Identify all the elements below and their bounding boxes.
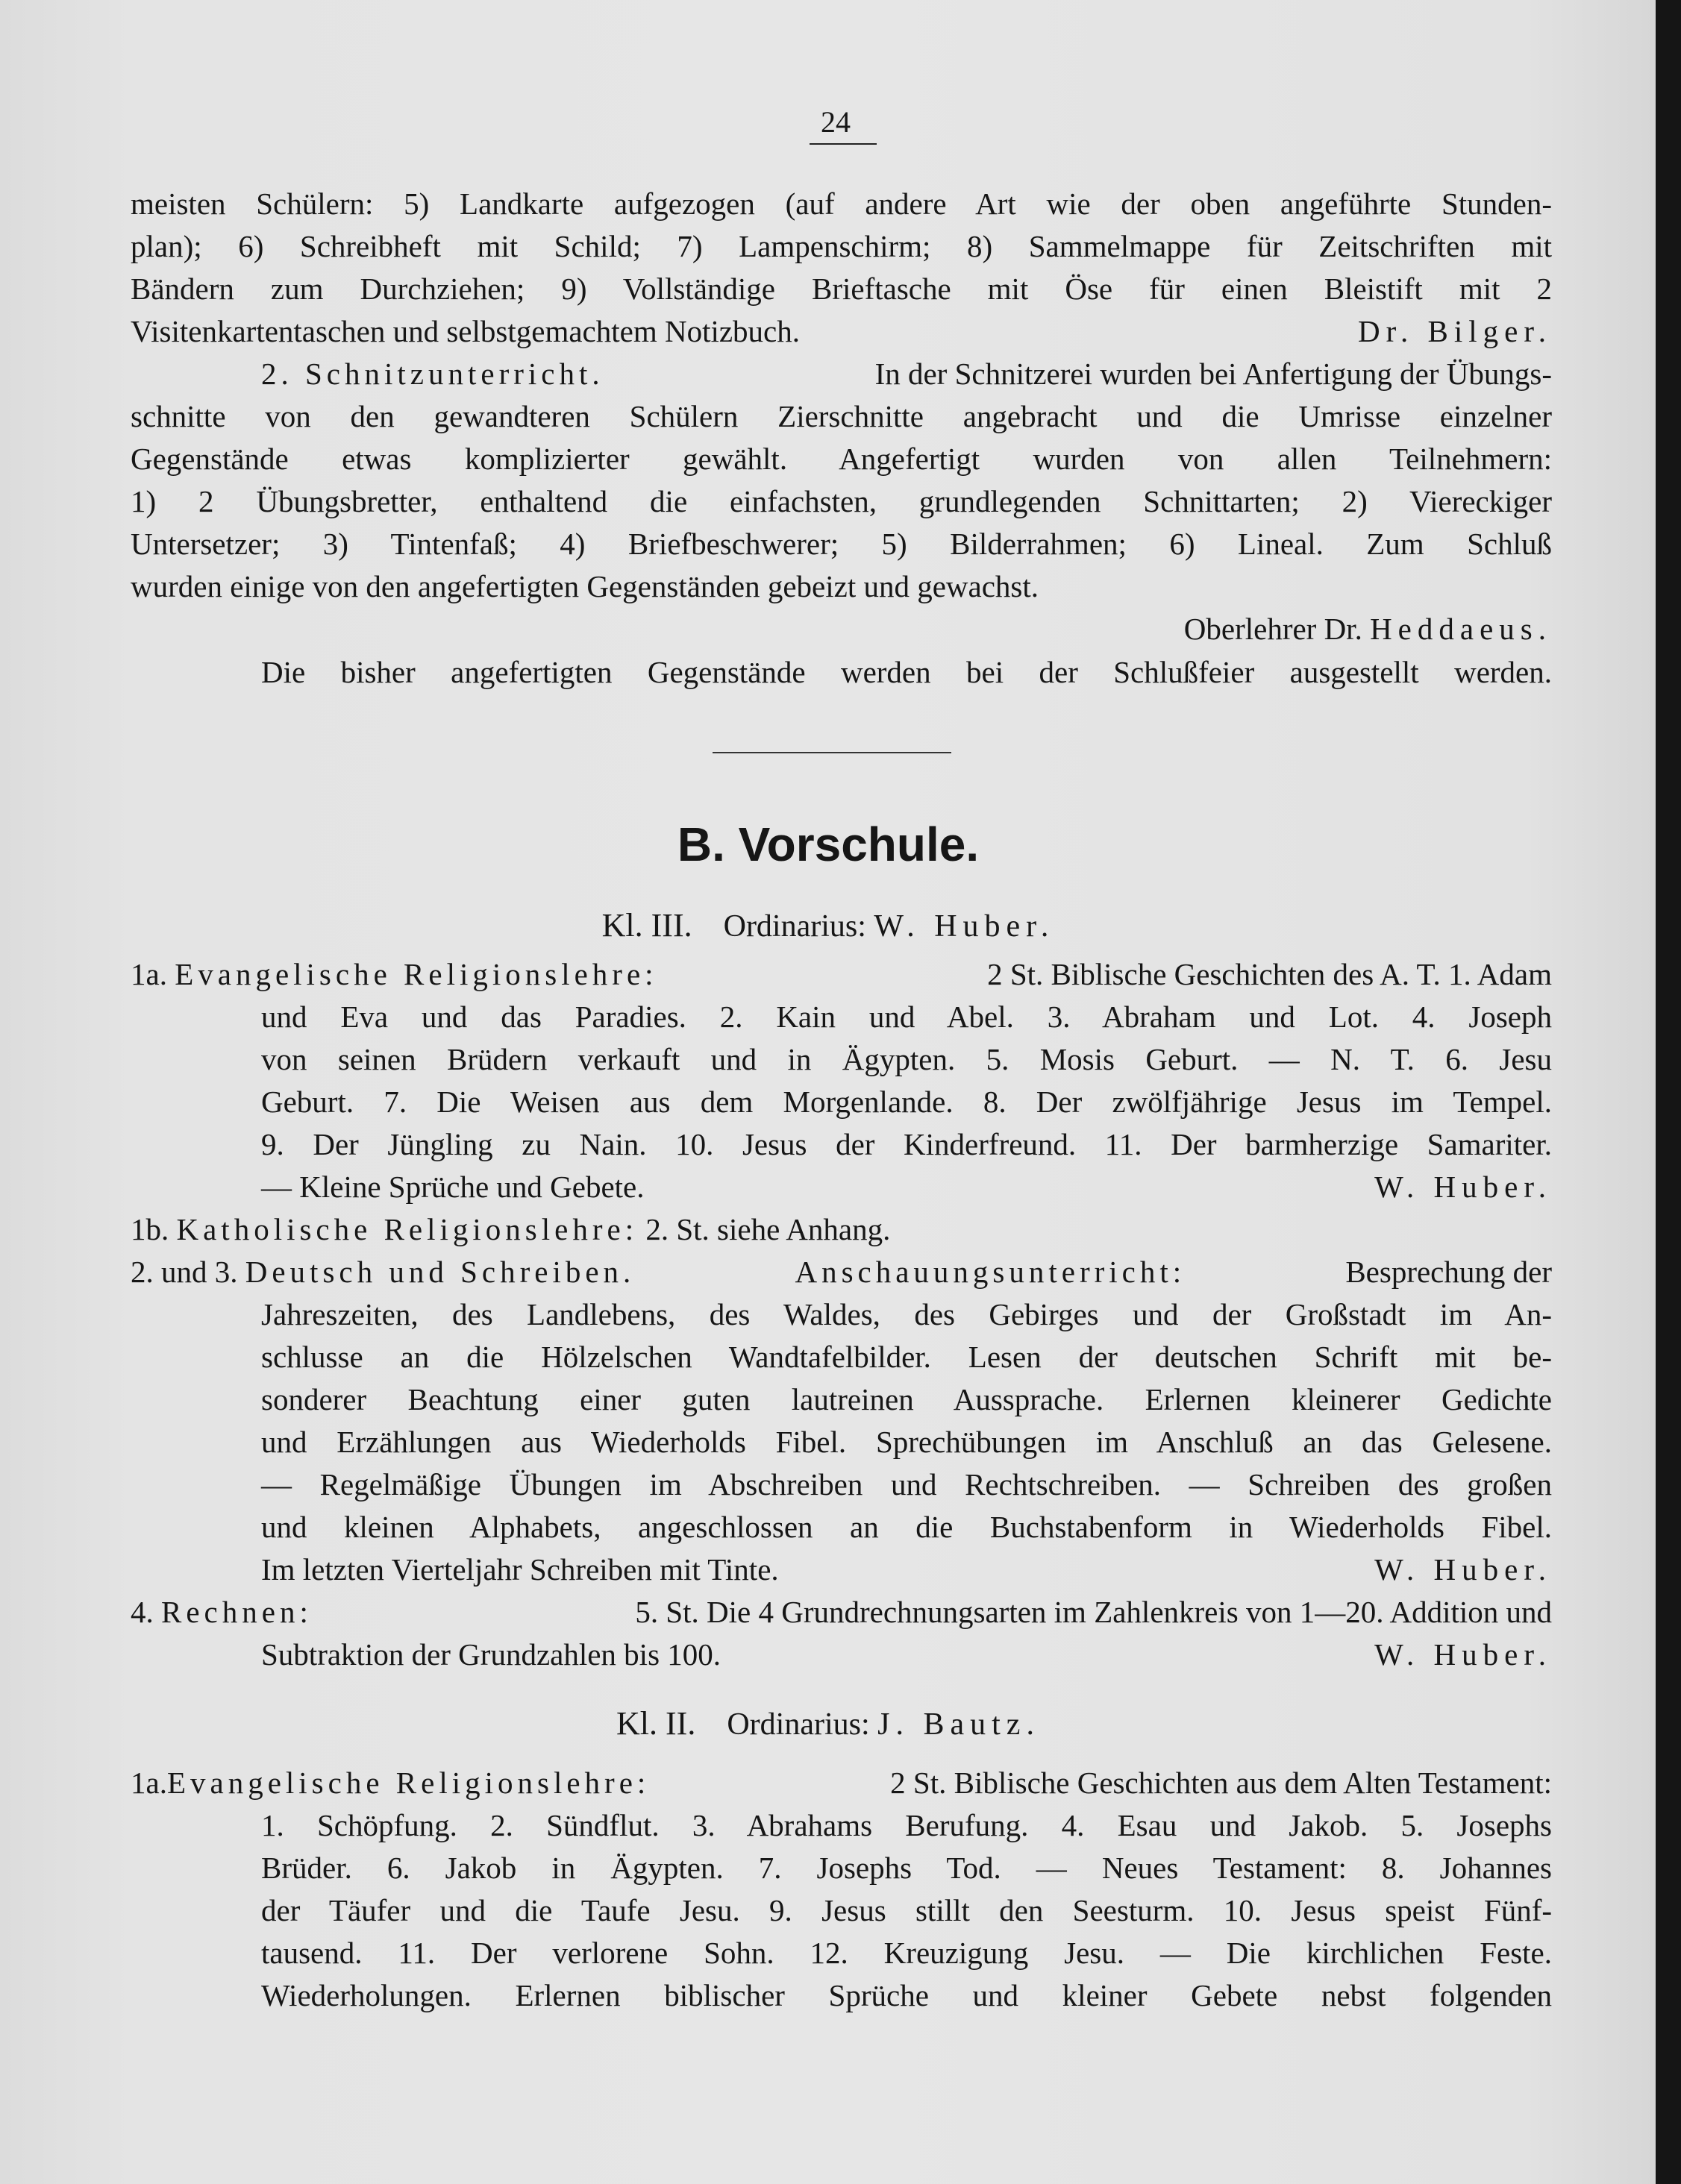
signature-bilger: Dr. Bilger. (1358, 314, 1552, 348)
text-line: Geburt. 7. Die Weisen aus dem Morgenlande. 8. Der zwölfjährige Jesus im Tempel. (261, 1085, 1552, 1119)
text-line: von seinen Brüdern verkauft und in Ägypten. 5. Mosis Geburt. — N. T. 6. Jesu (261, 1042, 1552, 1076)
text-line: plan); 6) Schreibheft mit Schild; 7) Lampenschirm; 8) Sammelmappe für Zeitschriften mit (131, 229, 1552, 263)
section-label: 2. Schnitzunterricht. (261, 357, 604, 391)
page-number-rule (810, 143, 877, 145)
paragraph-handwork-items (131, 183, 1552, 353)
line-text: Visitenkartentaschen und selbstgemachtem Notizbuch. (131, 314, 800, 348)
text-line: Bändern zum Durchziehen; 9) Vollständige Brieftasche mit Öse für einen Bleistift mit 2 (131, 272, 1552, 306)
text-line: wurden einige von den angefertigten Gegenständen gebeizt und gewachst. (131, 569, 1039, 603)
text-line: — Kleine Sprüche und Gebete. W. Huber. (131, 1166, 1552, 1208)
text-line: tausend. 11. Der verlorene Sohn. 12. Kreuzigung Jesu. — Die kirchlichen Feste. (261, 1936, 1552, 1970)
text-line (131, 953, 1552, 996)
text-line: — Regelmäßige Übungen im Abschreiben und Rechtschreiben. — Schreiben des großen (261, 1467, 1552, 1502)
class-heading-kl3: Kl. III. Ordinarius: W. Huber. (601, 907, 1055, 944)
text-line: schnitte von den gewandteren Schülern Zierschnitte angebracht und die Umrisse einzelner (131, 399, 1552, 433)
text-line: 1. Schöpfung. 2. Sündflut. 3. Abrahams Berufung. 4. Esau und Jakob. 5. Josephs (261, 1808, 1552, 1842)
text-line: Im letzten Vierteljahr Schreiben mit Tinte. W. Huber. (131, 1548, 1552, 1591)
line-text: In der Schnitzerei wurden bei Anfertigung der Übungs- (874, 357, 1552, 391)
paragraph-schnitzunterricht (131, 353, 1552, 650)
signature-huber: W. Huber. (1374, 1637, 1552, 1672)
text-line: sonderer Beachtung einer guten lautreinen Aussprache. Erlernen kleinerer Gedichte (261, 1382, 1552, 1416)
signature-heddaeus: Oberlehrer Dr. Heddaeus. (1183, 612, 1552, 646)
text-line: Untersetzer; 3) Tintenfaß; 4) Briefbeschwerer; 5) Bilderrahmen; 6) Lineal. Zum Schluß (131, 527, 1552, 561)
section-divider (713, 752, 951, 753)
text-line: 4. Rechnen: 5. St. Die 4 Grundrechnungsarten im Zahlenkreis von 1—20. Addition und (131, 1591, 1552, 1634)
item-heading: 1a.Evangelische Religionslehre: (131, 1766, 651, 1800)
text-line: und Erzählungen aus Wiederholds Fibel. Sprechübungen im Anschluß an das Gelesene. (261, 1425, 1552, 1459)
text-line: Gegenstände etwas komplizierter gewählt. Angefertigt wurden von allen Teilnehmern: (131, 442, 1552, 476)
line-text: 2 St. Biblische Geschichten des A. T. 1. Adam (987, 957, 1552, 991)
item-heading: 4. Rechnen: (131, 1595, 313, 1629)
text-line: Wiederholungen. Erlernen biblischer Sprüche und kleiner Gebete nebst folgenden (261, 1978, 1552, 2012)
class-heading-kl2: Kl. II. Ordinarius: J. Bautz. (616, 1705, 1040, 1742)
text-line: und kleinen Alphabets, angeschlossen an die Buchstabenform in Wiederholds Fibel. (261, 1510, 1552, 1544)
text-line: 9. Der Jüngling zu Nain. 10. Jesus der Kinderfreund. 11. Der barmherzige Samariter. (261, 1127, 1552, 1161)
text-line: und Eva und das Paradies. 2. Kain und Abel. 3. Abraham und Lot. 4. Joseph (261, 1000, 1552, 1034)
paragraph-exhibition (131, 651, 1552, 694)
text-line (131, 353, 1552, 395)
text-line: Jahreszeiten, des Landlebens, des Waldes, des Gebirges und der Großstadt im An- (261, 1297, 1552, 1331)
text-line: der Täufer und die Taufe Jesu. 9. Jesus stillt den Seesturm. 10. Jesus speist Fünf- (261, 1893, 1552, 1927)
text-line: Die bisher angefertigten Gegenstände werden bei der Schlußfeier ausgestellt werden. (261, 655, 1552, 689)
signature-huber: W. Huber. (1374, 1170, 1552, 1204)
text-line: schlusse an die Hölzelschen Wandtafelbilder. Lesen der deutschen Schrift mit be- (261, 1340, 1552, 1374)
kl2-curriculum (131, 1762, 1552, 2017)
text-line (131, 310, 1552, 353)
section-heading-vorschule: B. Vorschule. (677, 818, 980, 871)
text-line: 1) 2 Übungsbretter, enthaltend die einfachsten, grundlegenden Schnittarten; 2) Viereckiger (131, 484, 1552, 518)
text-line: Brüder. 6. Jakob in Ägypten. 7. Josephs Tod. — Neues Testament: 8. Johannes (261, 1851, 1552, 1885)
text-line: 2. und 3. Deutsch und Schreiben. Anschauungsunterricht: Besprechung der (131, 1251, 1552, 1293)
page-number: 24 (821, 105, 851, 139)
item-heading: 1a. Evangelische Religionslehre: (131, 957, 658, 991)
item-heading: 2. und 3. Deutsch und Schreiben. (131, 1255, 636, 1289)
text-line: meisten Schülern: 5) Landkarte aufgezogen (auf andere Art wie der oben angeführte Stunden- (131, 186, 1552, 221)
text-line: 1b. Katholische Religionslehre: 2. St. siehe Anhang. (131, 1212, 891, 1246)
signature-huber: W. Huber. (1374, 1552, 1552, 1587)
text-line: 1a.Evangelische Religionslehre: 2 St. Biblische Geschichten aus dem Alten Testament: (131, 1762, 1552, 1804)
text-line: Subtraktion der Grundzahlen bis 100. W. Huber. (131, 1634, 1552, 1676)
kl3-curriculum (131, 953, 1552, 1676)
book-spine-edge (1656, 0, 1681, 2184)
